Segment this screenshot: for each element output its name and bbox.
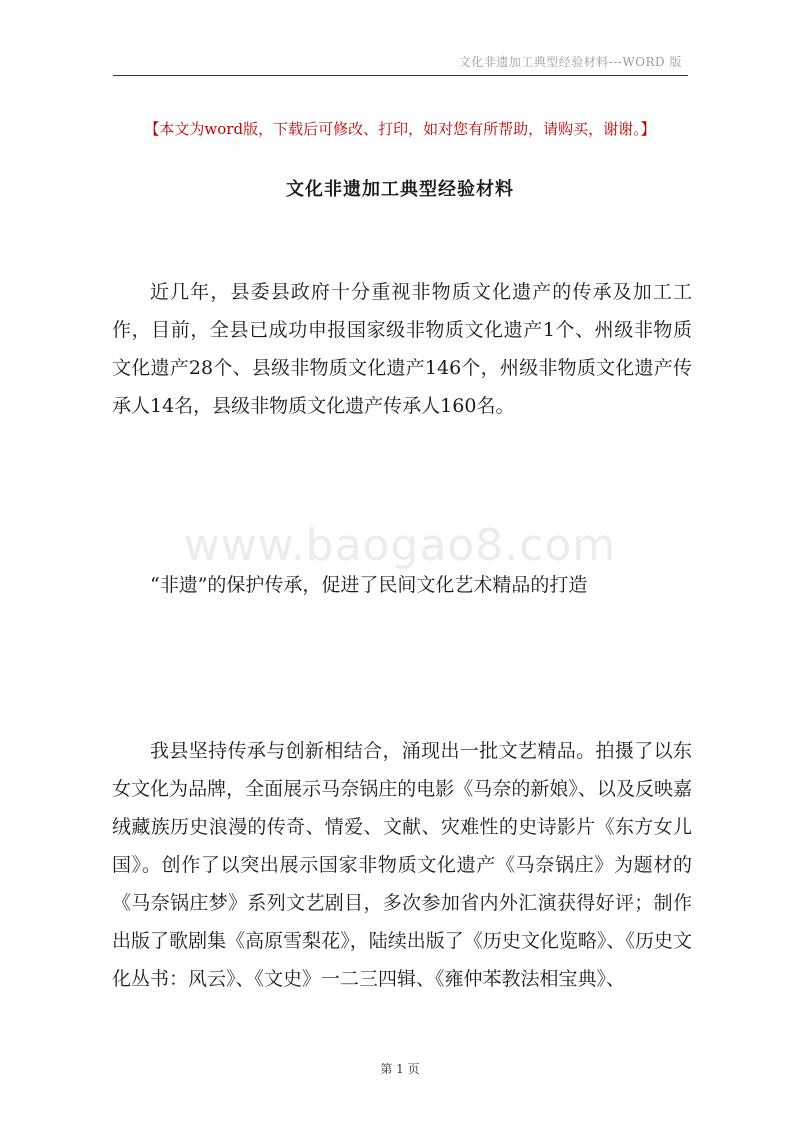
body-paragraph-intro: 近几年，县委县政府十分重视非物质文化遗产的传承及加工工作，目前，全县已成功申报国家级非物质文化遗产1个、州级非物质文化遗产28个、县级非物质文化遗产146个，州级非物质文化遗产传承人14名，县级非物质文化遗产传承人160名。 xyxy=(112,281,692,417)
header-divider xyxy=(113,75,688,76)
download-notice: 【本文为word版，下载后可修改、打印，如对您有所帮助，请购买，谢谢。】 xyxy=(144,120,656,138)
body-paragraph-works: 我县坚持传承与创新相结合，涌现出一批文艺精品。拍摄了以东女文化为品牌，全面展示马奈锅庄的电影《马奈的新娘》、以及反映嘉绒藏族历史浪漫的传奇、情爱、文献、灾难性的史诗影片《东方女儿国》。创作了以突出展示国家非物质文化遗产《马奈锅庄》为题材的《马奈锅庄梦》系列文艺剧目，多次参加省内外汇演获得好评；制作出版了歌剧集《高原雪梨花》，陆续出版了《历史文化览略》、《历史文化丛书：风云》、《文史》一二三四辑、《雍仲苯教法相宝典》、 xyxy=(112,740,692,990)
page-number: 第 1 页 xyxy=(380,1062,420,1076)
document-title: 文化非遗加工典型经验材料 xyxy=(286,179,514,200)
running-header: 文化非遗加工典型经验材料---WORD 版 xyxy=(458,55,682,69)
section-subheading: “非遗”的保护传承，促进了民间文化艺术精品的打造 xyxy=(150,574,588,596)
watermark: www.baogao8.com xyxy=(183,520,617,571)
